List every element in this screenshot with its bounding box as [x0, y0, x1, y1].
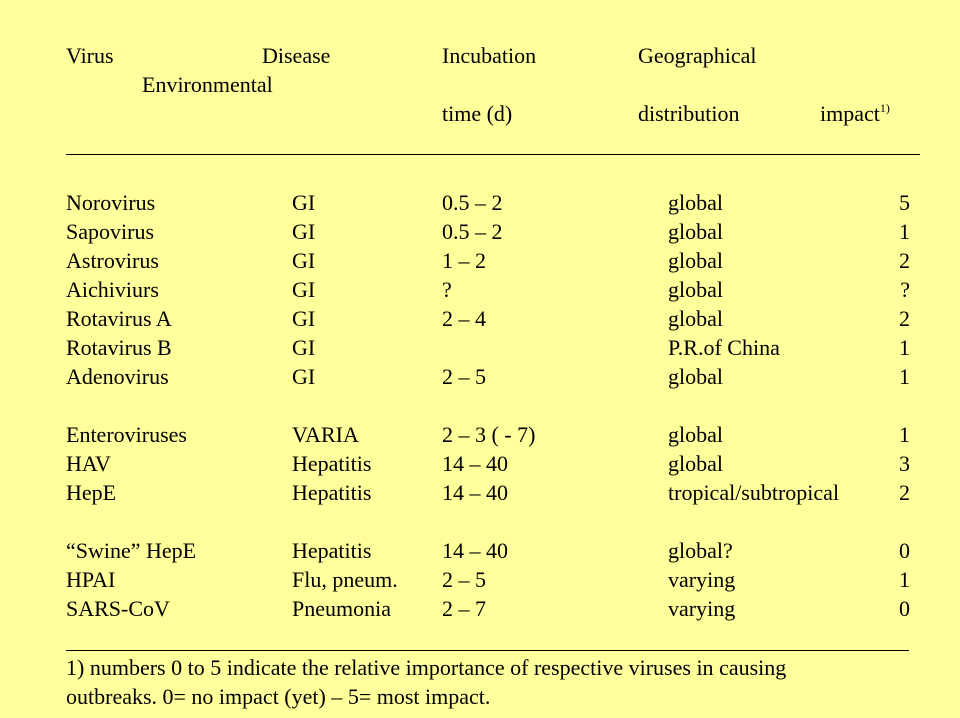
- table-row: [0, 304, 960, 333]
- impact-cell: 0: [899, 596, 910, 621]
- incubation-cell: 1 – 2: [442, 248, 486, 273]
- virus-cell: SARS-CoV: [66, 596, 170, 621]
- disease-cell: GI: [292, 219, 316, 244]
- disease-cell: GI: [292, 190, 316, 215]
- header-distribution: distribution: [638, 101, 740, 126]
- virus-cell: HAV: [66, 451, 111, 476]
- distribution-cell: global: [668, 451, 723, 476]
- distribution-cell: varying: [668, 596, 736, 621]
- distribution-cell: global: [668, 277, 723, 302]
- distribution-cell: varying: [668, 567, 736, 592]
- disease-cell: GI: [292, 364, 316, 389]
- impact-cell: 5: [899, 190, 910, 215]
- disease-cell: GI: [292, 335, 316, 360]
- table-row: [0, 333, 960, 362]
- table-row: [0, 565, 960, 594]
- table-row: [0, 478, 960, 507]
- header-impact-label: impact: [820, 101, 880, 126]
- distribution-cell: global: [668, 422, 723, 447]
- impact-cell: 0: [899, 538, 910, 563]
- table-row: [0, 188, 960, 217]
- incubation-cell: 2 – 5: [442, 567, 486, 592]
- incubation-cell: 14 – 40: [442, 480, 508, 505]
- header-geographical: Geographical: [638, 43, 757, 68]
- virus-cell: Enteroviruses: [66, 422, 187, 447]
- virus-cell: Rotavirus B: [66, 335, 172, 360]
- incubation-cell: 2 – 7: [442, 596, 486, 621]
- virus-cell: Aichiviurs: [66, 277, 159, 302]
- disease-cell: Hepatitis: [292, 451, 372, 476]
- impact-cell: 2: [899, 248, 910, 273]
- table-row: [0, 217, 960, 246]
- disease-cell: Hepatitis: [292, 538, 372, 563]
- distribution-cell: global?: [668, 538, 733, 563]
- distribution-cell: global: [668, 248, 723, 273]
- disease-cell: VARIA: [292, 422, 359, 447]
- table-row: [0, 275, 960, 304]
- virus-cell: “Swine” HepE: [66, 538, 197, 563]
- virus-cell: Astrovirus: [66, 248, 159, 273]
- distribution-cell: global: [668, 190, 723, 215]
- distribution-cell: global: [668, 306, 723, 331]
- disease-cell: GI: [292, 306, 316, 331]
- virus-cell: Norovirus: [66, 190, 156, 215]
- incubation-cell: 2 – 4: [442, 306, 486, 331]
- header-incubation: Incubation: [442, 43, 537, 68]
- virus-cell: Adenovirus: [66, 364, 169, 389]
- incubation-cell: 0.5 – 2: [442, 190, 503, 215]
- impact-cell: 1: [899, 335, 910, 360]
- header-virus: Virus: [66, 43, 114, 68]
- footnote-line-2: outbreaks. 0= no impact (yet) – 5= most impact.: [66, 684, 491, 709]
- header-rule: [66, 154, 920, 155]
- incubation-cell: 2 – 5: [442, 364, 486, 389]
- distribution-cell: tropical/subtropical: [668, 480, 840, 505]
- table-row: [0, 246, 960, 275]
- header-environmental: Environmental: [142, 72, 273, 97]
- virus-cell: Sapovirus: [66, 219, 154, 244]
- table-row: [0, 362, 960, 391]
- impact-cell: 1: [899, 422, 910, 447]
- disease-cell: GI: [292, 277, 316, 302]
- incubation-cell: 14 – 40: [442, 451, 508, 476]
- impact-cell: 1: [899, 219, 910, 244]
- disease-cell: Flu, pneum.: [292, 567, 398, 592]
- disease-cell: GI: [292, 248, 316, 273]
- distribution-cell: global: [668, 364, 723, 389]
- table-row: [0, 420, 960, 449]
- distribution-cell: global: [668, 219, 723, 244]
- impact-cell: ?: [900, 277, 910, 302]
- virus-cell: Rotavirus A: [66, 306, 172, 331]
- table-row: [0, 536, 960, 565]
- impact-cell: 2: [899, 480, 910, 505]
- incubation-cell: 2 – 3 ( - 7): [442, 422, 536, 447]
- footnote-line-1: 1) numbers 0 to 5 indicate the relative importance of respective viruses in causing: [66, 655, 787, 680]
- header-time: time (d): [442, 101, 513, 126]
- incubation-cell: 14 – 40: [442, 538, 508, 563]
- header-impact: [820, 101, 890, 127]
- impact-cell: 1: [899, 567, 910, 592]
- disease-cell: Hepatitis: [292, 480, 372, 505]
- incubation-cell: 0.5 – 2: [442, 219, 503, 244]
- impact-cell: 3: [899, 451, 910, 476]
- table-row: [0, 449, 960, 478]
- footer-rule: [66, 650, 909, 651]
- incubation-cell: ?: [442, 277, 452, 302]
- virus-cell: HepE: [66, 480, 117, 505]
- header-impact-footnote-marker: 1): [879, 101, 890, 115]
- distribution-cell: P.R.of China: [668, 335, 780, 360]
- impact-cell: 1: [899, 364, 910, 389]
- header-disease: Disease: [262, 43, 331, 68]
- virus-cell: HPAI: [66, 567, 116, 592]
- table-row: [0, 594, 960, 623]
- disease-cell: Pneumonia: [292, 596, 391, 621]
- impact-cell: 2: [899, 306, 910, 331]
